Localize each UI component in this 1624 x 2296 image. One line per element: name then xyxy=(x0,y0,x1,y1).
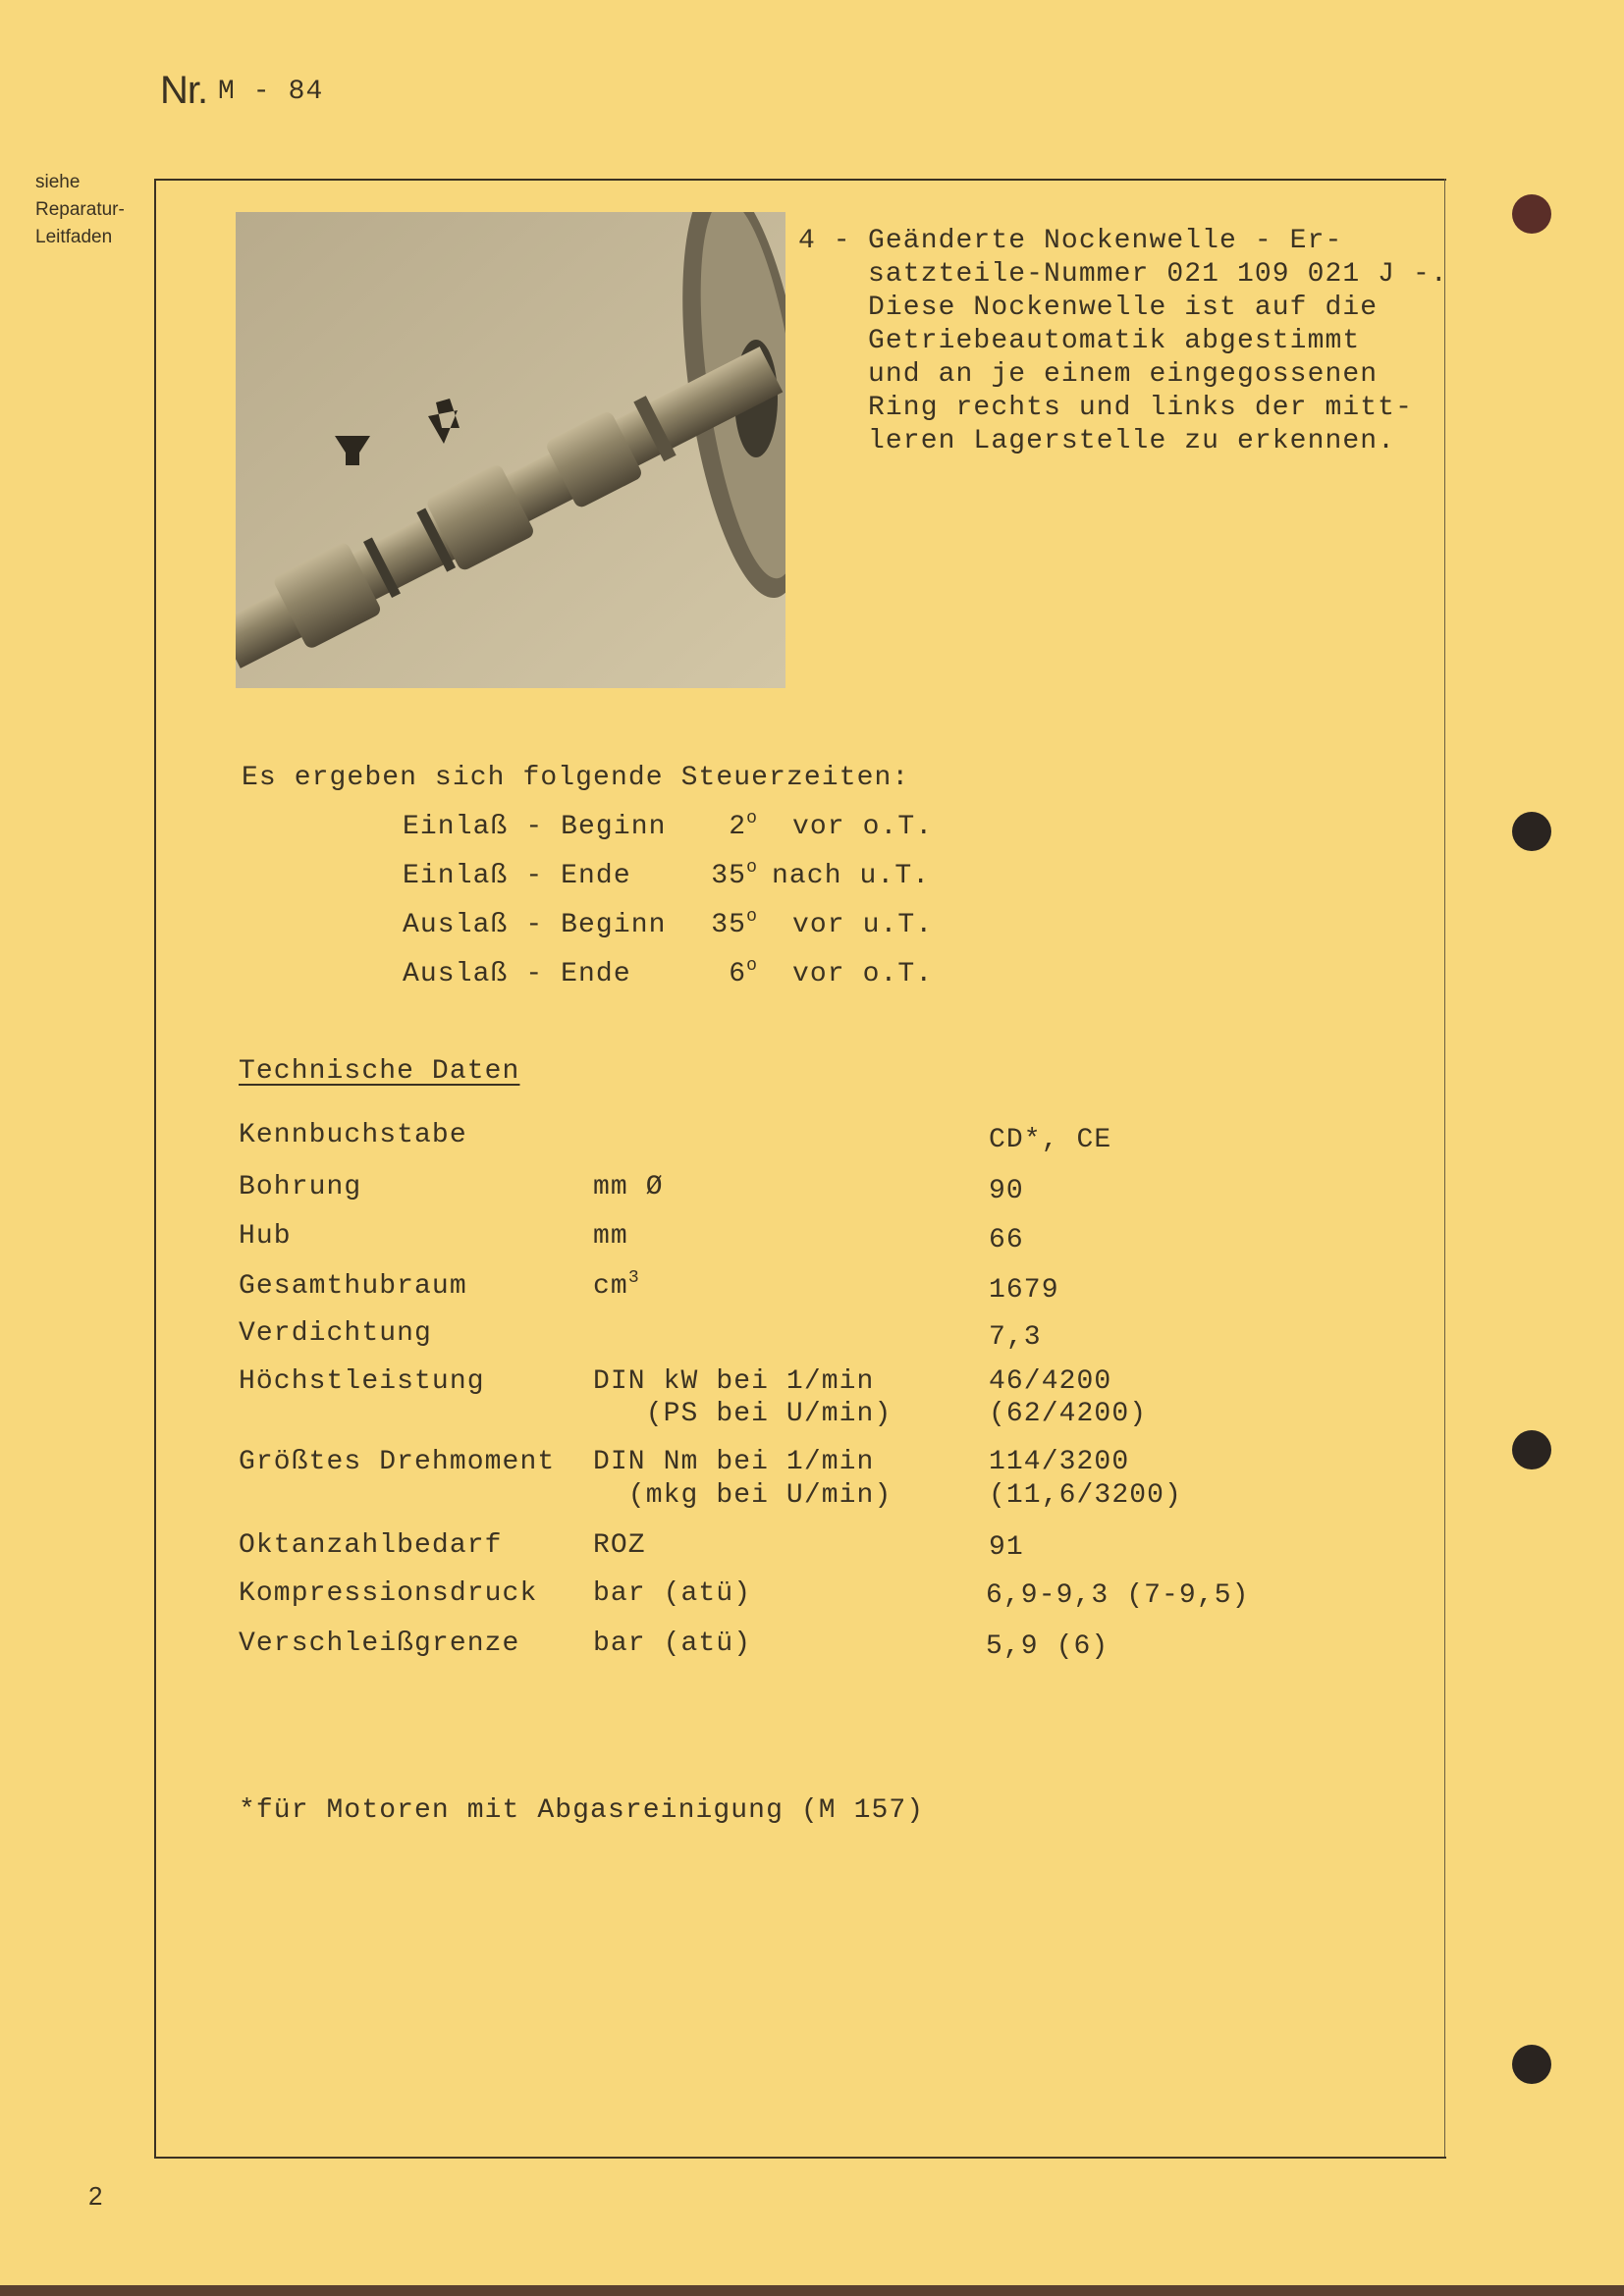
tech-label: Kompressionsdruck xyxy=(239,1578,538,1609)
degree-symbol: o xyxy=(746,809,758,828)
tech-unit xyxy=(593,1268,640,1302)
tech-unit: mm xyxy=(593,1221,628,1252)
timing-label: Einlaß - Ende xyxy=(403,861,631,891)
item-text-line: Geänderte Nockenwelle - Er- xyxy=(868,226,1343,256)
document-number: M - 84 xyxy=(218,77,324,107)
tech-unit: DIN Nm bei 1/min xyxy=(593,1447,875,1477)
tech-value: 114/3200 xyxy=(989,1447,1130,1477)
item-text-line: und an je einem eingegossenen xyxy=(868,359,1379,390)
timing-label: Einlaß - Beginn xyxy=(403,812,667,842)
timing-ref: vor o.T. xyxy=(792,959,934,989)
tech-heading: Technische Daten xyxy=(239,1056,520,1087)
degree-value: 35 xyxy=(711,861,747,891)
degree-value: 6 xyxy=(729,959,747,989)
item-text-line: leren Lagerstelle zu erkennen. xyxy=(868,426,1396,456)
side-note-line: siehe xyxy=(35,172,81,192)
degree-symbol: o xyxy=(746,907,758,927)
item-text-line: satzteile-Nummer 021 109 021 J -. xyxy=(868,259,1448,290)
timing-ref: vor o.T. xyxy=(792,812,934,842)
tech-value: 7,3 xyxy=(989,1322,1042,1353)
tech-unit-alt: (PS bei U/min) xyxy=(593,1399,893,1429)
tech-label: Verdichtung xyxy=(239,1318,432,1349)
timing-degrees xyxy=(668,907,758,940)
timing-degrees xyxy=(668,858,758,891)
unit-text: cm xyxy=(593,1271,628,1302)
tech-value: 46/4200 xyxy=(989,1366,1112,1397)
degree-value: 35 xyxy=(711,910,747,940)
tech-value-alt: (11,6/3200) xyxy=(989,1480,1182,1511)
tech-value: CD*, CE xyxy=(989,1125,1112,1155)
tech-label: Höchstleistung xyxy=(239,1366,485,1397)
frame-top-rule xyxy=(154,179,1446,181)
side-note-line: Reparatur- xyxy=(35,199,125,220)
tech-unit-alt: (mkg bei U/min) xyxy=(593,1480,893,1511)
tech-label: Oktanzahlbedarf xyxy=(239,1530,503,1561)
tech-unit: DIN kW bei 1/min xyxy=(593,1366,875,1397)
page-number: 2 xyxy=(88,2181,103,2211)
tech-label: Kennbuchstabe xyxy=(239,1120,467,1150)
unit-superscript: 3 xyxy=(627,1268,640,1288)
timing-ref: nach u.T. xyxy=(772,861,931,891)
document-number-prefix: Nr. xyxy=(160,69,208,112)
tech-label: Größtes Drehmoment xyxy=(239,1447,556,1477)
item-text-line: Ring rechts und links der mitt- xyxy=(868,393,1413,423)
timing-label: Auslaß - Beginn xyxy=(403,910,667,940)
tech-unit: bar (atü) xyxy=(593,1578,752,1609)
punch-hole xyxy=(1512,194,1551,234)
timing-degrees xyxy=(687,809,758,842)
tech-value: 66 xyxy=(989,1225,1024,1255)
tech-value: 5,9 (6) xyxy=(986,1631,1110,1662)
timing-label: Auslaß - Ende xyxy=(403,959,631,989)
tech-value: 90 xyxy=(989,1176,1024,1206)
item-number: 4 - xyxy=(798,226,851,256)
frame-right-rule xyxy=(1444,179,1445,2158)
side-note-line: Leitfaden xyxy=(35,227,113,247)
frame-bottom-rule xyxy=(154,2157,1446,2159)
tech-unit: ROZ xyxy=(593,1530,646,1561)
punch-hole xyxy=(1512,812,1551,851)
camshaft-photo xyxy=(236,212,785,688)
timing-intro: Es ergeben sich folgende Steuerzeiten: xyxy=(242,763,910,793)
scan-edge xyxy=(0,2285,1624,2296)
frame-left-rule xyxy=(154,179,156,2158)
tech-value-alt: (62/4200) xyxy=(989,1399,1148,1429)
tech-label: Bohrung xyxy=(239,1172,362,1202)
side-note xyxy=(35,169,125,251)
footnote: *für Motoren mit Abgasreinigung (M 157) xyxy=(239,1795,925,1826)
item-text-line: Diese Nockenwelle ist auf die xyxy=(868,293,1379,323)
degree-symbol: o xyxy=(746,956,758,976)
tech-label: Verschleißgrenze xyxy=(239,1629,520,1659)
tech-value: 6,9-9,3 (7-9,5) xyxy=(986,1580,1250,1611)
degree-symbol: o xyxy=(746,858,758,878)
tech-label: Hub xyxy=(239,1221,292,1252)
punch-hole xyxy=(1512,2045,1551,2084)
tech-value: 1679 xyxy=(989,1275,1059,1306)
timing-degrees xyxy=(687,956,758,989)
degree-value: 2 xyxy=(729,812,747,842)
punch-hole xyxy=(1512,1430,1551,1469)
item-text-line: Getriebeautomatik abgestimmt xyxy=(868,326,1361,356)
tech-label: Gesamthubraum xyxy=(239,1271,467,1302)
tech-unit: bar (atü) xyxy=(593,1629,752,1659)
tech-value: 91 xyxy=(989,1532,1024,1563)
tech-unit: mm Ø xyxy=(593,1172,664,1202)
timing-ref: vor u.T. xyxy=(792,910,934,940)
